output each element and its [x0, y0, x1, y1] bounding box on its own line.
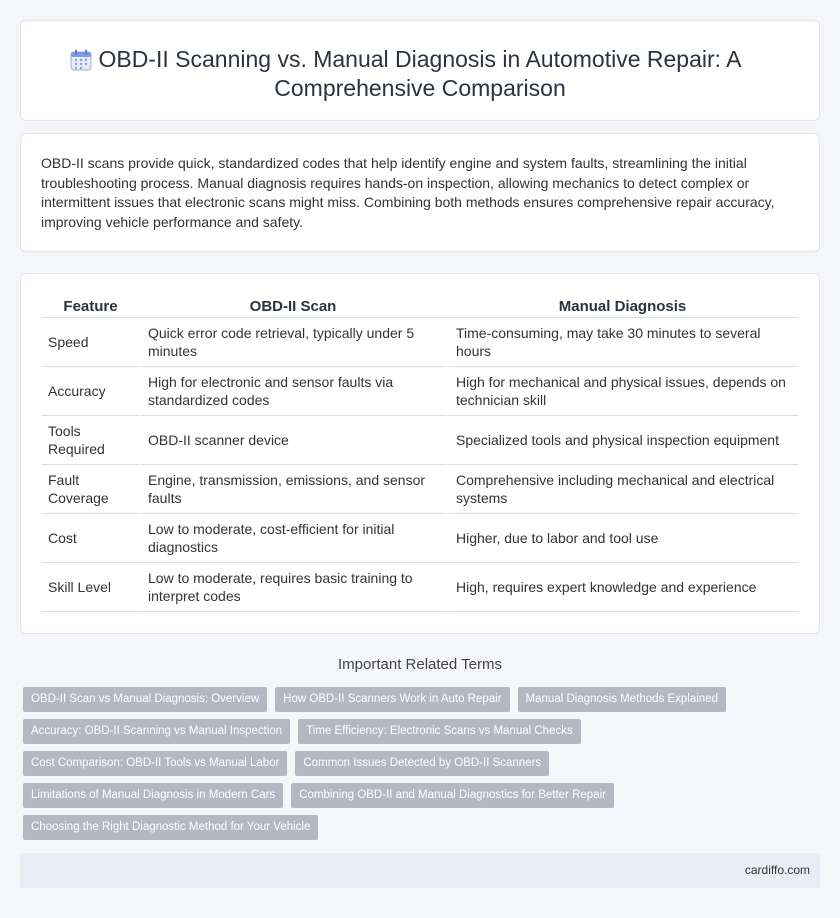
column-header-obd: OBD-II Scan [139, 296, 447, 318]
feature-cell: Skill Level [42, 563, 139, 612]
manual-cell: High, requires expert knowledge and experience [447, 563, 798, 612]
page-title: OBD-II Scanning vs. Manual Diagnosis in Automotive Repair: A Comprehensive Comparison [98, 46, 742, 101]
related-term-tag[interactable]: Limitations of Manual Diagnosis in Modern Cars [23, 783, 283, 808]
related-terms-heading: Important Related Terms [338, 656, 502, 673]
manual-cell: Specialized tools and physical inspection equipment [447, 416, 798, 465]
table-row [42, 563, 798, 612]
related-term-tag[interactable]: OBD-II Scan vs Manual Diagnosis: Overview [23, 687, 267, 712]
related-term-tag[interactable]: Combining OBD-II and Manual Diagnostics for Better Repair [291, 783, 614, 808]
intro-paragraph: OBD-II scans provide quick, standardized codes that help identify engine and system faults, streamlining the initial troubleshooting process. Manual diagnosis requires hands-on inspection, allowing mechanics to detect complex or intermittent issues that electronic scans might miss. Combining both methods ensures comprehensive repair accuracy, improving vehicle performance and safety. [41, 155, 775, 230]
comparison-table [42, 296, 798, 612]
related-term-tag[interactable]: Accuracy: OBD-II Scanning vs Manual Inspection [23, 719, 290, 744]
table-row [42, 318, 798, 367]
obd-cell: Quick error code retrieval, typically under 5 minutes [139, 318, 447, 367]
feature-cell: Speed [42, 318, 139, 367]
related-term-tag[interactable]: Choosing the Right Diagnostic Method for Your Vehicle [23, 815, 318, 840]
title-card [20, 20, 820, 121]
footer-bar [20, 853, 820, 888]
related-term-tag[interactable]: How OBD-II Scanners Work in Auto Repair [275, 687, 509, 712]
obd-cell: OBD-II scanner device [139, 416, 447, 465]
feature-cell: Fault Coverage [42, 465, 139, 514]
feature-cell: Tools Required [42, 416, 139, 465]
manual-cell: High for mechanical and physical issues, depends on technician skill [447, 367, 798, 416]
table-row [42, 416, 798, 465]
column-header-feature: Feature [42, 296, 139, 318]
related-term-tag[interactable]: Cost Comparison: OBD-II Tools vs Manual Labor [23, 751, 287, 776]
table-row [42, 465, 798, 514]
obd-cell: High for electronic and sensor faults via standardized codes [139, 367, 447, 416]
intro-card [20, 133, 820, 252]
related-term-tag[interactable]: Manual Diagnosis Methods Explained [518, 687, 726, 712]
manual-cell: Higher, due to labor and tool use [447, 514, 798, 563]
comparison-table-card [20, 273, 820, 634]
obd-cell: Engine, transmission, emissions, and sensor faults [139, 465, 447, 514]
obd-cell: Low to moderate, cost-efficient for initial diagnostics [139, 514, 447, 563]
table-row [42, 514, 798, 563]
column-header-manual: Manual Diagnosis [447, 296, 798, 318]
table-header-row [42, 296, 798, 318]
feature-cell: Cost [42, 514, 139, 563]
manual-cell: Comprehensive including mechanical and electrical systems [447, 465, 798, 514]
manual-cell: Time-consuming, may take 30 minutes to several hours [447, 318, 798, 367]
footer-brand[interactable]: cardiffo.com [744, 863, 810, 877]
related-term-tag[interactable]: Common Issues Detected by OBD-II Scanners [295, 751, 549, 776]
table-row [42, 367, 798, 416]
feature-cell: Accuracy [42, 367, 139, 416]
related-terms-list [23, 687, 783, 847]
related-term-tag[interactable]: Time Efficiency: Electronic Scans vs Manual Checks [298, 719, 581, 744]
obd-cell: Low to moderate, requires basic training to interpret codes [139, 563, 447, 612]
